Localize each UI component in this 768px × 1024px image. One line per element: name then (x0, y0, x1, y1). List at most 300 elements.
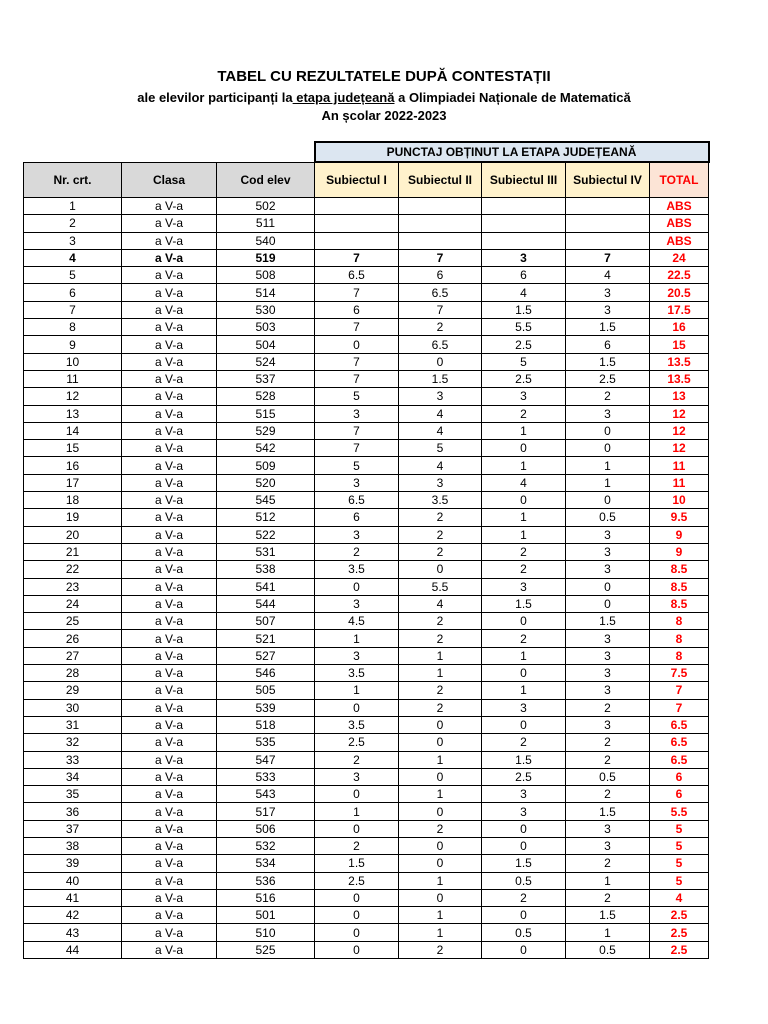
table-row (24, 319, 709, 336)
cell-subiectul-4: 1 (566, 924, 650, 941)
cell-clasa: a V-a (122, 595, 217, 612)
header-nr-crt: Nr. crt. (24, 162, 122, 198)
table-row (24, 526, 709, 543)
table-row (24, 872, 709, 889)
cell-clasa: a V-a (122, 889, 217, 906)
cell-clasa: a V-a (122, 613, 217, 630)
cell-subiectul-3: 1 (482, 422, 566, 439)
table-row (24, 336, 709, 353)
cell-subiectul-3: 3 (482, 578, 566, 595)
cell-nr-crt: 9 (24, 336, 122, 353)
cell-subiectul-2: 2 (399, 820, 482, 837)
cell-subiectul-2: 0 (399, 889, 482, 906)
cell-cod-elev: 536 (217, 872, 315, 889)
cell-nr-crt: 15 (24, 440, 122, 457)
cell-subiectul-4: 6 (566, 336, 650, 353)
cell-subiectul-4: 1 (566, 474, 650, 491)
cell-subiectul-4: 1 (566, 457, 650, 474)
cell-total: ABS (650, 232, 709, 249)
cell-subiectul-3: 0 (482, 820, 566, 837)
cell-cod-elev: 502 (217, 198, 315, 215)
subtitle-underlined: etapa județeană (292, 90, 395, 105)
cell-nr-crt: 8 (24, 319, 122, 336)
cell-subiectul-4: 1.5 (566, 907, 650, 924)
header-subiectul-3: Subiectul III (482, 162, 566, 198)
cell-subiectul-4: 1.5 (566, 613, 650, 630)
cell-total: 8 (650, 613, 709, 630)
cell-subiectul-4: 2 (566, 889, 650, 906)
cell-nr-crt: 20 (24, 526, 122, 543)
cell-subiectul-2: 4 (399, 457, 482, 474)
cell-subiectul-4: 0.5 (566, 768, 650, 785)
subtitle-before: ale elevilor participanți la (137, 90, 293, 105)
table-row (24, 837, 709, 854)
cell-subiectul-2: 6 (399, 267, 482, 284)
cell-subiectul-4: 7 (566, 249, 650, 266)
cell-total: 9.5 (650, 509, 709, 526)
cell-total: 4 (650, 889, 709, 906)
cell-nr-crt: 34 (24, 768, 122, 785)
cell-nr-crt: 17 (24, 474, 122, 491)
cell-total: 8 (650, 647, 709, 664)
cell-nr-crt: 4 (24, 249, 122, 266)
cell-subiectul-2: 0 (399, 855, 482, 872)
cell-clasa: a V-a (122, 682, 217, 699)
cell-subiectul-1: 0 (315, 820, 399, 837)
cell-cod-elev: 537 (217, 370, 315, 387)
header-cod-elev: Cod elev (217, 162, 315, 198)
cell-subiectul-1: 0 (315, 578, 399, 595)
cell-total: 13.5 (650, 353, 709, 370)
cell-clasa: a V-a (122, 716, 217, 733)
cell-subiectul-2: 7 (399, 301, 482, 318)
cell-subiectul-4: 2.5 (566, 370, 650, 387)
cell-subiectul-3: 0 (482, 440, 566, 457)
cell-clasa: a V-a (122, 665, 217, 682)
table-row (24, 630, 709, 647)
cell-cod-elev: 539 (217, 699, 315, 716)
cell-cod-elev: 528 (217, 388, 315, 405)
cell-subiectul-2: 0 (399, 353, 482, 370)
cell-nr-crt: 3 (24, 232, 122, 249)
cell-subiectul-4: 3 (566, 682, 650, 699)
cell-subiectul-2: 4 (399, 422, 482, 439)
cell-cod-elev: 509 (217, 457, 315, 474)
results-table (23, 141, 710, 959)
cell-clasa: a V-a (122, 284, 217, 301)
cell-subiectul-1: 3 (315, 595, 399, 612)
header-total: TOTAL (650, 162, 709, 198)
cell-total: 8 (650, 630, 709, 647)
cell-subiectul-3: 0 (482, 837, 566, 854)
cell-subiectul-4: 0 (566, 595, 650, 612)
cell-subiectul-2: 3 (399, 474, 482, 491)
cell-clasa: a V-a (122, 301, 217, 318)
cell-clasa: a V-a (122, 803, 217, 820)
cell-subiectul-2: 0 (399, 734, 482, 751)
cell-subiectul-1: 6 (315, 301, 399, 318)
cell-cod-elev: 527 (217, 647, 315, 664)
cell-subiectul-3: 3 (482, 388, 566, 405)
cell-subiectul-3: 3 (482, 699, 566, 716)
table-row (24, 907, 709, 924)
cell-subiectul-3: 1.5 (482, 855, 566, 872)
cell-total: 5 (650, 872, 709, 889)
cell-subiectul-4: 0 (566, 492, 650, 509)
cell-subiectul-4: 1 (566, 872, 650, 889)
cell-subiectul-2: 2 (399, 543, 482, 560)
cell-cod-elev: 522 (217, 526, 315, 543)
cell-subiectul-3: 1.5 (482, 301, 566, 318)
cell-subiectul-2: 0 (399, 803, 482, 820)
cell-clasa: a V-a (122, 786, 217, 803)
cell-clasa: a V-a (122, 647, 217, 664)
cell-subiectul-1: 5 (315, 457, 399, 474)
header-subiectul-4: Subiectul IV (566, 162, 650, 198)
cell-subiectul-4: 3 (566, 526, 650, 543)
cell-subiectul-1: 2.5 (315, 734, 399, 751)
cell-total: 8.5 (650, 561, 709, 578)
cell-nr-crt: 37 (24, 820, 122, 837)
cell-subiectul-2: 5.5 (399, 578, 482, 595)
cell-subiectul-2: 2 (399, 526, 482, 543)
cell-clasa: a V-a (122, 561, 217, 578)
cell-subiectul-4: 2 (566, 699, 650, 716)
cell-total: 6.5 (650, 734, 709, 751)
cell-subiectul-3: 0 (482, 492, 566, 509)
cell-subiectul-2: 7 (399, 249, 482, 266)
cell-subiectul-4: 3 (566, 301, 650, 318)
cell-subiectul-1: 1.5 (315, 855, 399, 872)
cell-nr-crt: 42 (24, 907, 122, 924)
cell-total: 12 (650, 405, 709, 422)
cell-subiectul-3: 5 (482, 353, 566, 370)
cell-subiectul-1: 4.5 (315, 613, 399, 630)
cell-clasa: a V-a (122, 526, 217, 543)
cell-total: ABS (650, 215, 709, 232)
table-row (24, 941, 709, 958)
cell-subiectul-3: 3 (482, 249, 566, 266)
cell-nr-crt: 41 (24, 889, 122, 906)
cell-total: 15 (650, 336, 709, 353)
cell-subiectul-1: 7 (315, 249, 399, 266)
document-subtitle (0, 90, 768, 105)
cell-subiectul-3: 3 (482, 803, 566, 820)
cell-subiectul-1: 3 (315, 474, 399, 491)
cell-subiectul-1 (315, 232, 399, 249)
cell-cod-elev: 506 (217, 820, 315, 837)
cell-cod-elev: 507 (217, 613, 315, 630)
cell-subiectul-2: 6.5 (399, 284, 482, 301)
cell-nr-crt: 21 (24, 543, 122, 560)
cell-cod-elev: 529 (217, 422, 315, 439)
table-row (24, 267, 709, 284)
table-row (24, 820, 709, 837)
cell-subiectul-2: 2 (399, 319, 482, 336)
cell-cod-elev: 512 (217, 509, 315, 526)
cell-subiectul-3: 0.5 (482, 872, 566, 889)
cell-subiectul-1: 7 (315, 422, 399, 439)
cell-subiectul-4: 2 (566, 734, 650, 751)
cell-cod-elev: 531 (217, 543, 315, 560)
cell-nr-crt: 2 (24, 215, 122, 232)
cell-subiectul-1: 3 (315, 405, 399, 422)
cell-cod-elev: 546 (217, 665, 315, 682)
cell-subiectul-4: 3 (566, 837, 650, 854)
cell-nr-crt: 39 (24, 855, 122, 872)
cell-clasa: a V-a (122, 492, 217, 509)
cell-total: 7.5 (650, 665, 709, 682)
cell-subiectul-3: 0 (482, 613, 566, 630)
cell-subiectul-2: 1.5 (399, 370, 482, 387)
cell-subiectul-4: 3 (566, 820, 650, 837)
cell-cod-elev: 532 (217, 837, 315, 854)
cell-subiectul-3: 4 (482, 284, 566, 301)
cell-subiectul-4: 2 (566, 388, 650, 405)
cell-subiectul-4: 0 (566, 440, 650, 457)
header-subiectul-2: Subiectul II (399, 162, 482, 198)
cell-total: 5.5 (650, 803, 709, 820)
cell-subiectul-3: 5.5 (482, 319, 566, 336)
cell-total: 7 (650, 699, 709, 716)
cell-clasa: a V-a (122, 699, 217, 716)
cell-total: 8.5 (650, 578, 709, 595)
cell-clasa: a V-a (122, 370, 217, 387)
cell-subiectul-3: 0.5 (482, 924, 566, 941)
cell-clasa: a V-a (122, 837, 217, 854)
cell-clasa: a V-a (122, 198, 217, 215)
table-row (24, 440, 709, 457)
cell-clasa: a V-a (122, 267, 217, 284)
cell-subiectul-1: 7 (315, 440, 399, 457)
cell-subiectul-2: 2 (399, 509, 482, 526)
cell-subiectul-1: 3 (315, 647, 399, 664)
cell-subiectul-1: 5 (315, 388, 399, 405)
band-header-row (24, 142, 709, 162)
cell-subiectul-3 (482, 215, 566, 232)
cell-nr-crt: 43 (24, 924, 122, 941)
cell-subiectul-3: 2 (482, 734, 566, 751)
cell-clasa: a V-a (122, 388, 217, 405)
header-clasa: Clasa (122, 162, 217, 198)
cell-nr-crt: 44 (24, 941, 122, 958)
school-year: An școlar 2022-2023 (321, 108, 447, 123)
cell-subiectul-2: 1 (399, 751, 482, 768)
cell-subiectul-1: 1 (315, 803, 399, 820)
table-row (24, 803, 709, 820)
cell-subiectul-2: 2 (399, 941, 482, 958)
cell-clasa: a V-a (122, 907, 217, 924)
cell-subiectul-1: 0 (315, 889, 399, 906)
cell-clasa: a V-a (122, 768, 217, 785)
cell-subiectul-4 (566, 232, 650, 249)
cell-nr-crt: 35 (24, 786, 122, 803)
table-row (24, 889, 709, 906)
cell-total: 12 (650, 422, 709, 439)
table-row (24, 924, 709, 941)
cell-total: 2.5 (650, 907, 709, 924)
cell-clasa: a V-a (122, 319, 217, 336)
cell-clasa: a V-a (122, 336, 217, 353)
cell-cod-elev: 508 (217, 267, 315, 284)
cell-nr-crt: 18 (24, 492, 122, 509)
cell-subiectul-1: 2 (315, 837, 399, 854)
table-row (24, 198, 709, 215)
table-row (24, 613, 709, 630)
cell-cod-elev: 533 (217, 768, 315, 785)
table-row (24, 786, 709, 803)
cell-subiectul-1: 7 (315, 370, 399, 387)
cell-total: 17.5 (650, 301, 709, 318)
cell-nr-crt: 19 (24, 509, 122, 526)
cell-subiectul-1: 3 (315, 768, 399, 785)
table-row (24, 232, 709, 249)
cell-subiectul-2: 1 (399, 665, 482, 682)
table-row (24, 543, 709, 560)
cell-subiectul-2: 1 (399, 924, 482, 941)
cell-subiectul-1: 3.5 (315, 716, 399, 733)
cell-subiectul-3: 2.5 (482, 370, 566, 387)
cell-subiectul-2: 1 (399, 872, 482, 889)
cell-subiectul-4: 3 (566, 716, 650, 733)
cell-subiectul-1: 1 (315, 682, 399, 699)
cell-subiectul-2: 2 (399, 682, 482, 699)
cell-subiectul-4: 1.5 (566, 803, 650, 820)
cell-nr-crt: 29 (24, 682, 122, 699)
cell-subiectul-3: 2.5 (482, 768, 566, 785)
cell-clasa: a V-a (122, 422, 217, 439)
cell-clasa: a V-a (122, 405, 217, 422)
cell-cod-elev: 538 (217, 561, 315, 578)
band-spacer (24, 142, 315, 162)
table-row (24, 699, 709, 716)
subtitle-after: a Olimpiadei Naționale de Matematică (394, 90, 631, 105)
cell-clasa: a V-a (122, 509, 217, 526)
cell-subiectul-2: 0 (399, 768, 482, 785)
cell-nr-crt: 30 (24, 699, 122, 716)
table-row (24, 768, 709, 785)
cell-clasa: a V-a (122, 215, 217, 232)
cell-total: 7 (650, 682, 709, 699)
cell-subiectul-3: 2.5 (482, 336, 566, 353)
table-row (24, 578, 709, 595)
cell-subiectul-1: 0 (315, 907, 399, 924)
cell-clasa: a V-a (122, 543, 217, 560)
cell-nr-crt: 5 (24, 267, 122, 284)
table-row (24, 561, 709, 578)
cell-subiectul-3: 1 (482, 509, 566, 526)
cell-subiectul-2: 5 (399, 440, 482, 457)
cell-subiectul-3: 1 (482, 647, 566, 664)
cell-total: 5 (650, 820, 709, 837)
cell-clasa: a V-a (122, 924, 217, 941)
cell-cod-elev: 505 (217, 682, 315, 699)
table-row (24, 301, 709, 318)
cell-nr-crt: 26 (24, 630, 122, 647)
cell-total: 6 (650, 786, 709, 803)
cell-nr-crt: 40 (24, 872, 122, 889)
cell-cod-elev: 511 (217, 215, 315, 232)
cell-subiectul-1: 3 (315, 526, 399, 543)
cell-subiectul-4: 0 (566, 578, 650, 595)
cell-subiectul-3: 2 (482, 889, 566, 906)
cell-nr-crt: 6 (24, 284, 122, 301)
cell-total: 13 (650, 388, 709, 405)
cell-cod-elev: 510 (217, 924, 315, 941)
cell-nr-crt: 16 (24, 457, 122, 474)
cell-subiectul-2: 4 (399, 595, 482, 612)
cell-cod-elev: 543 (217, 786, 315, 803)
table-row (24, 249, 709, 266)
table-row (24, 595, 709, 612)
cell-subiectul-2: 4 (399, 405, 482, 422)
cell-subiectul-3 (482, 198, 566, 215)
cell-subiectul-4: 3 (566, 630, 650, 647)
cell-cod-elev: 544 (217, 595, 315, 612)
cell-subiectul-1: 6.5 (315, 267, 399, 284)
cell-total: 11 (650, 474, 709, 491)
cell-subiectul-2 (399, 215, 482, 232)
table-row (24, 716, 709, 733)
table-row (24, 370, 709, 387)
cell-total: 10 (650, 492, 709, 509)
cell-subiectul-4: 1.5 (566, 319, 650, 336)
cell-subiectul-4 (566, 215, 650, 232)
cell-clasa: a V-a (122, 474, 217, 491)
cell-cod-elev: 545 (217, 492, 315, 509)
cell-subiectul-2: 0 (399, 837, 482, 854)
cell-subiectul-3: 3 (482, 786, 566, 803)
cell-total: 12 (650, 440, 709, 457)
cell-total: 8.5 (650, 595, 709, 612)
cell-subiectul-2: 1 (399, 786, 482, 803)
table-row (24, 751, 709, 768)
cell-subiectul-2 (399, 198, 482, 215)
cell-subiectul-2: 0 (399, 561, 482, 578)
cell-subiectul-3: 2 (482, 543, 566, 560)
cell-total: 6.5 (650, 751, 709, 768)
table-row (24, 665, 709, 682)
cell-nr-crt: 25 (24, 613, 122, 630)
cell-clasa: a V-a (122, 440, 217, 457)
cell-total: 6 (650, 768, 709, 785)
cell-subiectul-3: 0 (482, 941, 566, 958)
cell-subiectul-2: 2 (399, 613, 482, 630)
cell-cod-elev: 515 (217, 405, 315, 422)
cell-nr-crt: 10 (24, 353, 122, 370)
cell-subiectul-4: 0.5 (566, 941, 650, 958)
cell-subiectul-3: 0 (482, 665, 566, 682)
cell-subiectul-1: 0 (315, 336, 399, 353)
cell-cod-elev: 516 (217, 889, 315, 906)
cell-nr-crt: 7 (24, 301, 122, 318)
cell-subiectul-1: 0 (315, 699, 399, 716)
cell-subiectul-4: 0 (566, 422, 650, 439)
table-row (24, 353, 709, 370)
cell-total: 9 (650, 543, 709, 560)
cell-subiectul-1 (315, 198, 399, 215)
cell-cod-elev: 534 (217, 855, 315, 872)
cell-subiectul-1: 3.5 (315, 665, 399, 682)
cell-nr-crt: 32 (24, 734, 122, 751)
cell-nr-crt: 11 (24, 370, 122, 387)
header-subiectul-1: Subiectul I (315, 162, 399, 198)
results-body (24, 198, 709, 959)
cell-subiectul-4: 2 (566, 751, 650, 768)
cell-clasa: a V-a (122, 353, 217, 370)
cell-subiectul-3: 6 (482, 267, 566, 284)
cell-total: 2.5 (650, 941, 709, 958)
